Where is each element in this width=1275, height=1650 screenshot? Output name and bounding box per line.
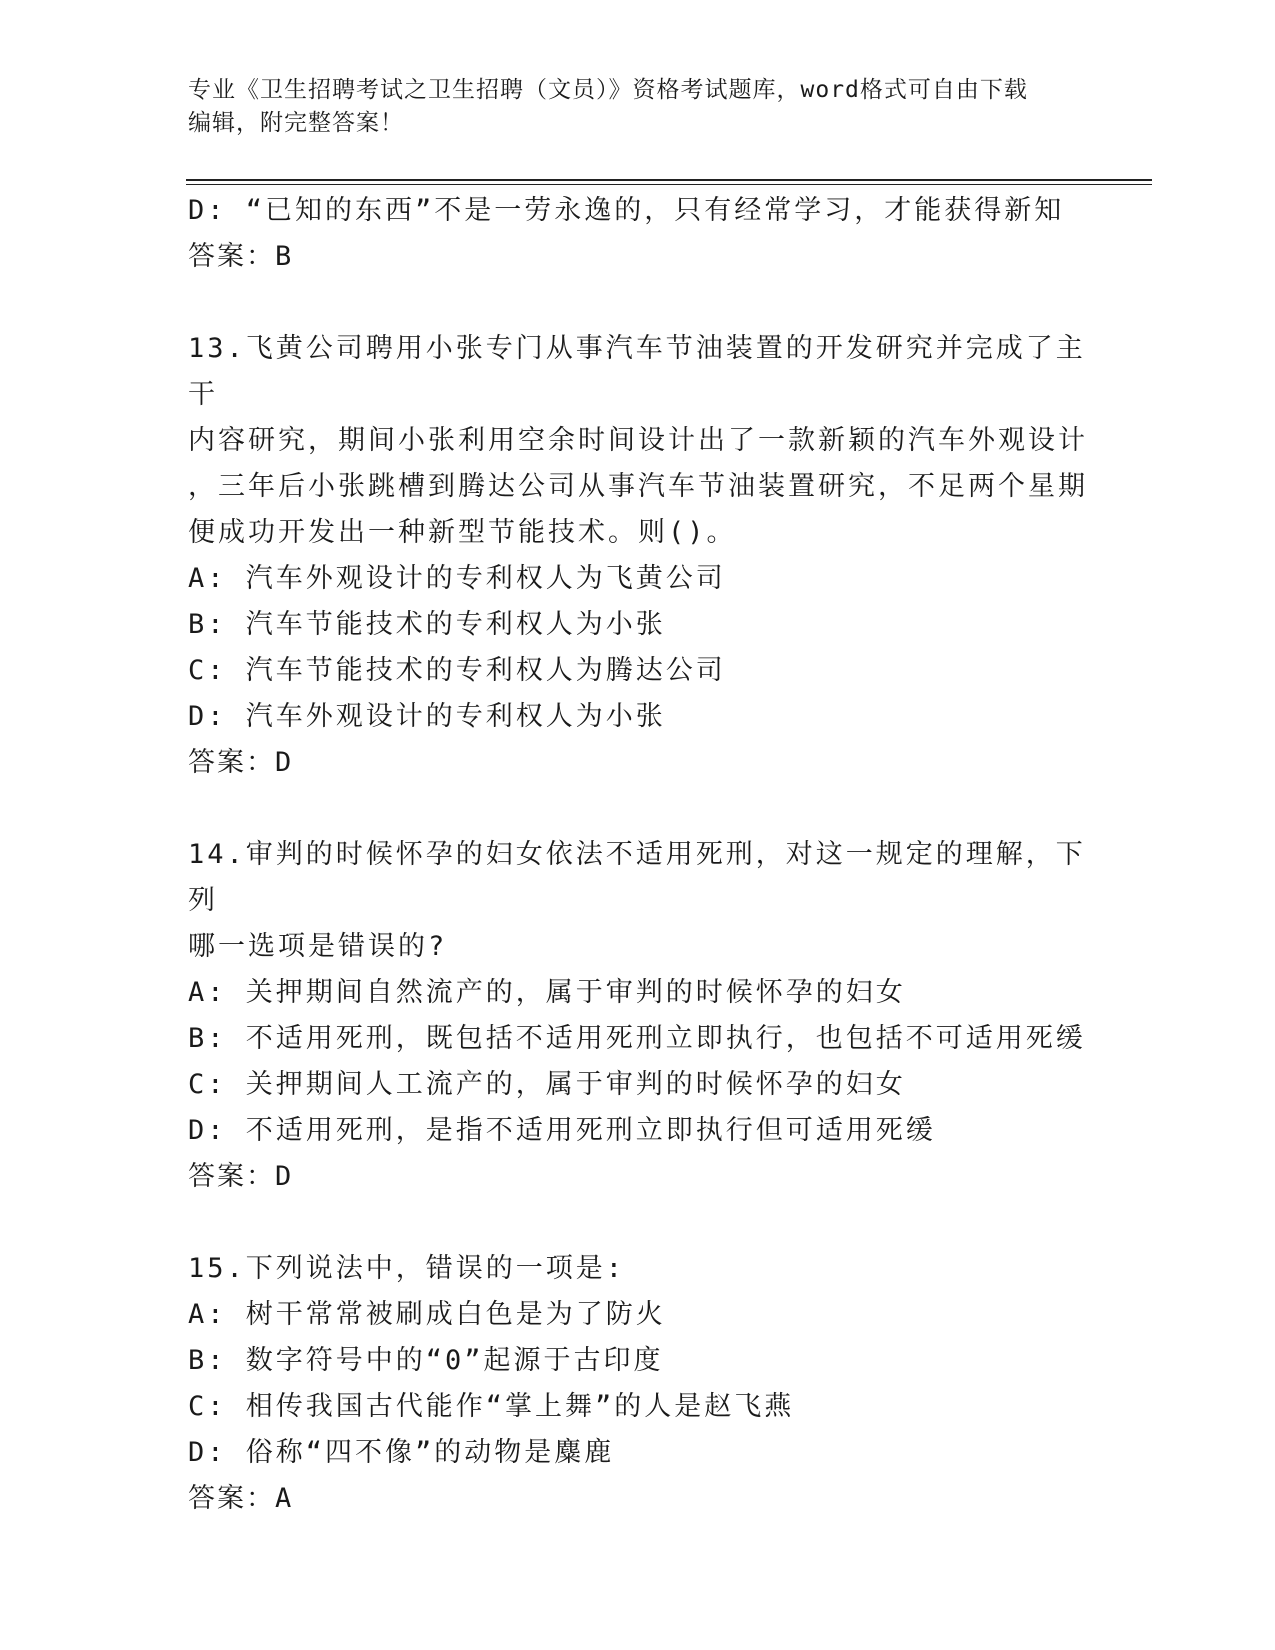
- question-stem-line: 哪一选项是错误的?: [188, 931, 448, 962]
- header-line-1: 专业《卫生招聘考试之卫生招聘（文员）》资格考试题库，word格式可自由下载: [188, 77, 1028, 103]
- question-stem-line: 13.飞黄公司聘用小张专门从事汽车节油装置的开发研究并完成了主干: [188, 333, 1086, 410]
- option-b: B: 数字符号中的“0”起源于古印度: [188, 1345, 664, 1376]
- answer-value: A: [275, 1483, 294, 1514]
- question-stem-line: 内容研究，期间小张利用空余时间设计出了一款新颖的汽车外观设计: [188, 425, 1088, 456]
- option-d: D: 汽车外观设计的专利权人为小张: [188, 701, 666, 732]
- option-d: D: “已知的东西”不是一劳永逸的，只有经常学习，才能获得新知: [188, 195, 1065, 226]
- question-15: [188, 1246, 1088, 1522]
- option-a: A: 关押期间自然流产的，属于审判的时候怀孕的妇女: [188, 977, 906, 1008]
- answer-value: D: [275, 747, 294, 778]
- answer-label: 答案：: [188, 1161, 275, 1192]
- option-c: C: 相传我国古代能作“掌上舞”的人是赵飞燕: [188, 1391, 795, 1422]
- question-14: [188, 832, 1088, 1200]
- question-13: [188, 326, 1088, 786]
- answer-line: [188, 234, 1088, 280]
- answer-value: B: [275, 241, 294, 272]
- answer-line: [188, 1154, 1088, 1200]
- option-a: A: 汽车外观设计的专利权人为飞黄公司: [188, 563, 726, 594]
- question-stem-line: ，三年后小张跳槽到腾达公司从事汽车节油装置研究，不足两个星期: [188, 471, 1088, 502]
- option-b: B: 汽车节能技术的专利权人为小张: [188, 609, 666, 640]
- option-d: D: 俗称“四不像”的动物是麋鹿: [188, 1437, 615, 1468]
- answer-label: 答案：: [188, 1483, 275, 1514]
- answer-value: D: [275, 1161, 294, 1192]
- answer-label: 答案：: [188, 747, 275, 778]
- answer-line: [188, 1476, 1088, 1522]
- option-d: D: 不适用死刑，是指不适用死刑立即执行但可适用死缓: [188, 1115, 936, 1146]
- option-b: B: 不适用死刑，既包括不适用死刑立即执行，也包括不可适用死缓: [188, 1023, 1086, 1054]
- header-divider-thick: [186, 179, 1152, 181]
- page-header: [188, 74, 1088, 140]
- question-stem-line: 15.下列说法中，错误的一项是:: [188, 1253, 626, 1284]
- question-stem-line: 便成功开发出一种新型节能技术。则()。: [188, 517, 737, 548]
- header-line-2: 编辑，附完整答案！: [188, 110, 404, 136]
- header-divider-thin: [186, 184, 1152, 185]
- option-c: C: 关押期间人工流产的，属于审判的时候怀孕的妇女: [188, 1069, 906, 1100]
- option-c: C: 汽车节能技术的专利权人为腾达公司: [188, 655, 726, 686]
- previous-question-tail: [188, 188, 1088, 280]
- option-a: A: 树干常常被刷成白色是为了防火: [188, 1299, 666, 1330]
- question-content: [188, 188, 1088, 1522]
- answer-line: [188, 740, 1088, 786]
- question-stem-line: 14.审判的时候怀孕的妇女依法不适用死刑，对这一规定的理解，下列: [188, 839, 1086, 916]
- answer-label: 答案：: [188, 241, 275, 272]
